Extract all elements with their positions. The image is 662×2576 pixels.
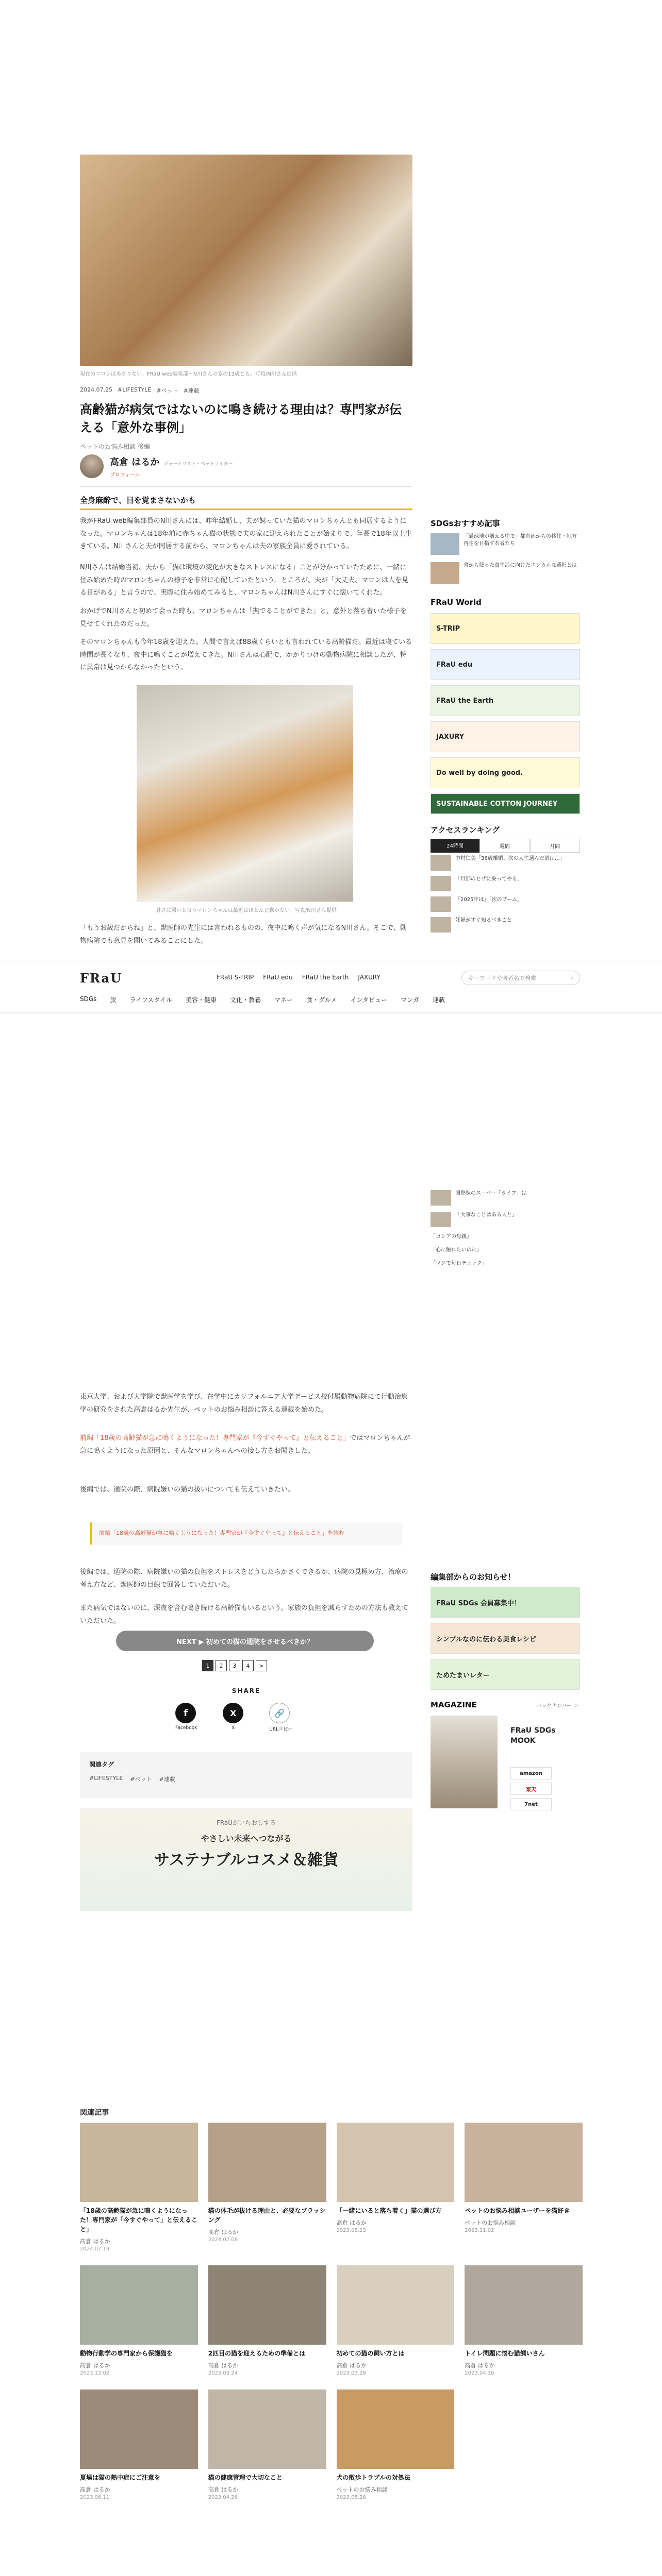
article-title: 高齢猫が病気ではないのに鳴き続ける理由は？専門家が伝える「意外な事例」 [80, 402, 402, 435]
ranking-title: アクセスランキング [431, 825, 500, 835]
inline-link[interactable]: 前編「18歳の高齢猫が急に鳴くようになった！専門家が『今すぐやって』と伝えること」 [80, 1434, 350, 1442]
tag-link[interactable]: #LIFESTYLE [117, 386, 152, 393]
paragraph: N川さんは結婚当初、夫から「猫は環境の変化が大きなストレスになる」ことが分かっていたために、一緒に住み始めた時のマロンちゃんの様子を非常に心配していたという。ところが、夫が「大丈夫、マロンは人を見る目がある」と言うので、実際に住み始めてみると、マロンちゃんはN川さんにすぐに懐いてくれた。 [80, 564, 409, 597]
share-label: SHARE [231, 1687, 261, 1694]
nav-jaxury[interactable]: JAXURY [358, 974, 380, 981]
quote-link[interactable]: 前編「18歳の高齢猫が急に鳴くようになった！専門家が『今すぐやって』と伝えること」を読む [99, 1530, 344, 1536]
related-card[interactable]: 「一緒にいると落ち着く」猫の選び方 高倉 はるか 2023.08.23 [337, 2123, 455, 2252]
ranking-list-lower [431, 1190, 580, 1267]
site-logo[interactable]: FRaU [80, 971, 123, 986]
paragraph: 「もうお歳だからね」と、獣医師の先生には言われるものの、夜中に鳴く声が気になるN川さん。そこで、動物病院でも意見を聞いてみることにした。 [80, 924, 407, 945]
next-page-button[interactable]: NEXT ▶ 初めての猫の通院をさせるべきか？ [116, 1631, 374, 1651]
related-card[interactable]: ペットのお悩み相談ユーザーを猫好き ペットのお悩み相談 2023.11.02 [465, 2123, 583, 2252]
site-header [0, 961, 662, 1012]
related-card[interactable]: 犬の散歩トラブルの対処法 ペットのお悩み相談 2023.05.26 [337, 2389, 455, 2500]
ranking-list [431, 855, 580, 933]
related-card[interactable]: 夏場は猫の熱中症にご注意を 高倉 はるか 2023.08.11 [80, 2389, 198, 2500]
related-grid [80, 2123, 583, 2500]
page-next[interactable]: > [256, 1660, 267, 1671]
page-2[interactable]: 2 [216, 1660, 227, 1671]
ranking-item[interactable]: 中村仁美「36歳離婚、次の人生選んだ道は…」 [431, 855, 580, 871]
tag-link[interactable]: #ペット [156, 387, 178, 394]
tag-link[interactable]: #連載 [183, 387, 200, 394]
banner-jaxury[interactable]: JAXURY [431, 721, 580, 752]
article-image [137, 685, 353, 902]
pick-banner[interactable]: シンプルなのに伝わる美食レシピ [431, 1623, 580, 1654]
nav-strip[interactable]: FRaU S-TRIP [217, 974, 254, 981]
cat-beauty[interactable]: 美容・健康 [186, 996, 217, 1004]
tag-link[interactable]: #ペット [130, 1776, 152, 1783]
pick-banner[interactable]: ためたまいレター [431, 1659, 580, 1690]
related-card[interactable]: 2匹目の猫を迎えるための準備とは 高倉 はるか 2023.03.24 [208, 2265, 326, 2376]
related-card[interactable]: トイレ問題に悩む猫飼いさん 高倉 はるか 2023.04.10 [465, 2265, 583, 2376]
magazine-name: FRaU SDGs MOOK [510, 1726, 556, 1745]
ranking-item[interactable]: 「心に触れたいのに」 [431, 1247, 482, 1253]
related-card[interactable]: 「18歳の高齢猫が急に鳴くようになった！専門家が「今すぐやって」と伝えること」 高倉 はるか 2024.07.19 [80, 2123, 198, 2252]
publish-date: 2024.07.25 [80, 386, 112, 393]
banner-earth[interactable]: FRaU the Earth [431, 685, 580, 716]
store-7net[interactable]: 7net [510, 1798, 552, 1810]
pick-banner[interactable]: FRaU SDGs 会員募集中！ [431, 1587, 580, 1618]
banner-do-well[interactable]: Do well by doing good. [431, 757, 580, 788]
page-1[interactable]: 1 [202, 1660, 213, 1671]
paragraph: 後編では、通院の際、病院嫌いの猫の扱いについても伝えていきたい。 [80, 1486, 294, 1494]
related-tags: 関連タグ #LIFESTYLE #ペット #連載 [80, 1752, 412, 1798]
pagination [202, 1660, 267, 1671]
profile-link[interactable]: プロフィール [110, 472, 140, 478]
ranking-tabs [431, 839, 580, 853]
section-heading: 全身麻酔で、目を覚まさないかも [80, 495, 412, 510]
search-icon[interactable]: ⌕ [570, 974, 573, 981]
article-subtitle: ペットのお悩み相談 後編 [80, 443, 150, 450]
author-block [80, 454, 233, 478]
ranking-item[interactable]: 国際線のスーパー「ライフ」は [431, 1190, 580, 1206]
banner-strip[interactable]: S-TRIP [431, 613, 580, 644]
world-title: FRaU World [431, 598, 482, 607]
search-input[interactable]: キーワードや著者名で検索 [468, 975, 536, 981]
related-card[interactable]: 猫の体毛が抜ける理由と、必要なブラッシング 高倉 はるか 2024.02.08 [208, 2123, 326, 2252]
cat-lifestyle[interactable]: ライフスタイル [129, 996, 172, 1004]
ad-banner[interactable]: FRaUがいちおしする やさしい未来へつながる サステナブルコスメ＆雑貨 [80, 1808, 412, 1911]
hero-image [80, 155, 412, 366]
tag-link[interactable]: #LIFESTYLE [89, 1775, 123, 1782]
article-meta [80, 386, 200, 395]
search-box[interactable] [461, 971, 580, 985]
related-section-title: 関連記事 [80, 2109, 109, 2117]
share-buttons: f Facebook X X 🔗 URLコピー [175, 1703, 292, 1732]
magazine-more[interactable]: バックナンバー ＞ [536, 1703, 578, 1709]
author-role: ジャーナリスト・ペットライター [163, 461, 233, 467]
cat-money[interactable]: マネー [274, 996, 293, 1004]
cat-manga[interactable]: マンガ [400, 996, 419, 1004]
cat-food[interactable]: 食・グルメ [306, 996, 337, 1004]
sdgs-title: SDGsおすすめ記事 [431, 519, 500, 528]
cat-sdgs[interactable]: SDGs [80, 995, 97, 1003]
page-4[interactable]: 4 [242, 1660, 254, 1671]
paragraph: そのマロンちゃんも今年18歳を迎えた。人間で言えば88歳くらいとも言われている高齢猫だ。最近は寝ている時間が長くなり、夜中に鳴くことが増えてきた。N川さんは心配で、かかりつけの動物病院に相談したが、特に異常は見つからなかったという。 [80, 638, 412, 672]
page-3[interactable]: 3 [229, 1660, 240, 1671]
magazine-title: MAGAZINE [431, 1700, 477, 1709]
x-icon[interactable]: X [223, 1703, 243, 1723]
tab-24h[interactable]: 24時間 [431, 839, 479, 853]
paragraph: また病気ではないのに、深夜を含む鳴き続ける高齢猫もいるという。家族の負担を減らすための方法も教えていただいた。 [80, 1604, 409, 1625]
hero-caption: 現在のマロンはあまりない。FRaU web編集部・N川さんの家の13歳とも。写真/N川さん提供 [80, 371, 297, 377]
banner-edu[interactable]: FRaU edu [431, 649, 580, 680]
banner-cotton[interactable]: SUSTAINABLE COTTON JOURNEY [431, 793, 580, 814]
store-amazon[interactable]: amazon [510, 1767, 552, 1780]
related-card[interactable]: 動物行動学の専門家から保護猫を 高倉 はるか 2023.12.02 [80, 2265, 198, 2376]
magazine-cover[interactable] [431, 1716, 498, 1808]
tag-link[interactable]: #連載 [159, 1776, 175, 1783]
cat-interview[interactable]: インタビュー [350, 996, 387, 1004]
paragraph: 後編では、通院の際、病院嫌いの猫の負担をストレスをどうしたらかさくできるか、病院の見極め方、治療の考え方など、獣医師の目線で回答していただいた。 [80, 1568, 408, 1589]
sdgs-article[interactable]: 書から使った食生活に向けたエシカルな選択とは [431, 562, 580, 584]
store-rakuten[interactable]: 楽天 [510, 1783, 552, 1795]
paragraph: 我がFRaU web編集部員のN川さんには、昨年結婚し、夫が飼っていた猫のマロンちゃんとも同居するようになった。マロンちゃんは18年前に赤ちゃん猫の状態で夫の家に迎えられたことが始まりで、年長で18年以上生きている。N川さんと夫が同居する前から、マロンちゃんは夫の家族全員に愛されている。 [80, 517, 412, 551]
image-caption: 暑さに弱いと言うマロンちゃんは最近はほとんど動かない。写真/N川さん提供 [156, 908, 337, 913]
tab-month[interactable]: 月間 [530, 839, 580, 853]
author-name[interactable]: 高倉 はるか [110, 456, 160, 468]
ranking-item[interactable]: 妊婦がすぐ知るべきこと [431, 917, 580, 933]
cat-series[interactable]: 連載 [432, 996, 445, 1004]
nav-edu[interactable]: FRaU edu [263, 974, 293, 981]
pick-title: 編集部からのお知らせ！ [431, 1572, 516, 1582]
ranking-item[interactable]: 「マジで毎日チェック」 [431, 1261, 487, 1266]
sdgs-article[interactable]: 「過疎地が増える中で」都市部からの移住・地方再生を目指す若者たち [431, 533, 580, 555]
paragraph: 東京大学、および大学院で獣医学を学び、在学中にカリフォルニア大学デービス校付属動物病院にて行動治療学の研究をされた高倉はるか先生が、ペットのお悩み相談に答える連載を始めた。 [80, 1393, 408, 1414]
ranking-item[interactable]: 「ロシアの母親」 [431, 1234, 472, 1240]
paragraph: おかげでN川さんと初めて会った時も、マロンちゃんは「撫でることができた」と、意外と落ち着いた様子を見せてくれたのだった。 [80, 607, 407, 628]
cat-culture[interactable]: 文化・教養 [230, 996, 261, 1004]
tab-week[interactable]: 週間 [479, 839, 529, 853]
quote-box [90, 1522, 402, 1545]
ranking-item[interactable]: 「2025年は」「次のブーム」 [431, 896, 580, 912]
paragraph: 前編「18歳の高齢猫が急に鳴くようになった！専門家が『今すぐやって』と伝えること」ではマロンちゃんが急に鳴くようになった原因と、そんなマロンちゃんへの接し方をお聞きした。 [80, 1434, 410, 1455]
avatar[interactable] [80, 454, 104, 478]
ranking-item[interactable]: 「旦那のヒザに乗ってやる」 [431, 876, 580, 891]
link-copy-icon[interactable]: 🔗 [269, 1703, 290, 1723]
divider [80, 486, 412, 487]
related-card[interactable]: 猫の健康管理で大切なこと 高倉 はるか 2023.04.26 [208, 2389, 326, 2500]
nav-earth[interactable]: FRaU the Earth [302, 974, 349, 981]
cat-travel[interactable]: 旅 [110, 996, 117, 1004]
related-card[interactable]: 初めての猫の飼い方とは 高倉 はるか 2023.03.28 [337, 2265, 455, 2376]
facebook-icon[interactable]: f [175, 1703, 196, 1723]
ranking-item[interactable]: 「大事なことはある人と」 [431, 1212, 580, 1227]
